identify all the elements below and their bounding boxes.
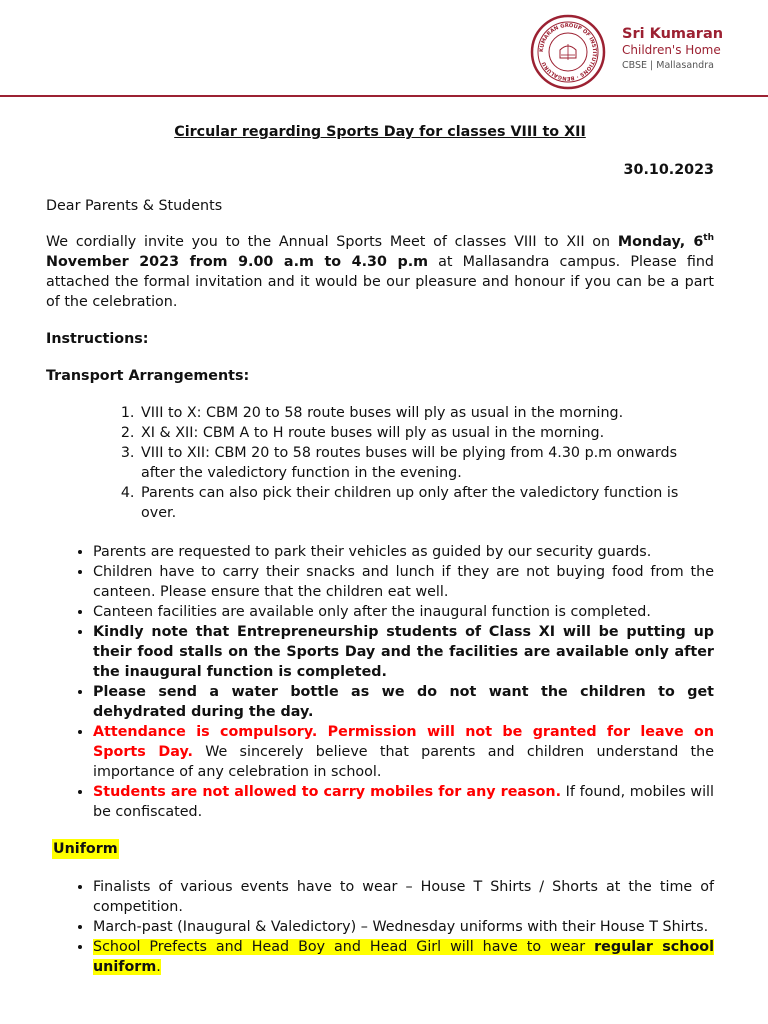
- bullet-food-stalls: • Kindly note that Entrepreneurship students of Class XI will be putting up their food stalls on the Sports Day and the facilities are available only after the inaugural function is completed.: [93, 622, 714, 682]
- intro-text-c: at Mallasandra campus. Please find attached the formal invitation and it would be our pleasure and honour if you can be a part of the celebration.: [46, 254, 714, 310]
- uniform-heading: Uniform: [53, 841, 118, 857]
- intro-paragraph: [46, 232, 714, 312]
- uniform-prefects-end: .: [156, 959, 161, 975]
- letterhead: [0, 0, 768, 96]
- bullet-mobiles: [93, 782, 714, 822]
- transport-list: [46, 403, 714, 523]
- mobiles-alert: Students are not allowed to carry mobiles for any reason.: [93, 784, 562, 800]
- salutation: Dear Parents & Students: [46, 198, 223, 214]
- bullet-parking: • Parents are requested to park their vehicles as guided by our security guards.: [93, 542, 714, 562]
- circular-body: [46, 122, 714, 977]
- brand-name: Sri Kumaran: [622, 26, 724, 42]
- uniform-bullets: [46, 877, 714, 977]
- bullet-water-bottle: • Please send a water bottle as we do not want the children to get dehydrated during the day.: [93, 682, 714, 722]
- school-seal-logo: [530, 14, 606, 90]
- header-divider: [0, 95, 768, 97]
- transport-item: 1. VIII to X: CBM 20 to 58 route buses will ply as usual in the morning.: [139, 403, 714, 423]
- transport-item: 4. Parents can also pick their children up only after the valedictory function is over.: [139, 483, 714, 523]
- ordinal-suffix: th: [703, 233, 714, 243]
- transport-item: 2. XI & XII: CBM A to H route buses will ply as usual in the morning.: [139, 423, 714, 443]
- instructions-heading: Instructions:: [46, 331, 149, 347]
- bullet-canteen: • Canteen facilities are available only after the inaugural function is completed.: [93, 602, 714, 622]
- bullet-attendance: [93, 722, 714, 782]
- event-date-time: November 2023 from 9.00 a.m to 4.30 p.m: [46, 254, 429, 270]
- mobiles-note: If found, mobiles will be confiscated.: [93, 784, 714, 820]
- uniform-finalists: • Finalists of various events have to wear – House T Shirts / Shorts at the time of competition.: [93, 877, 714, 917]
- uniform-prefects-text: School Prefects and Head Boy and Head Girl will have to wear: [93, 939, 595, 955]
- uniform-march-past: • March-past (Inaugural & Valedictory) – Wednesday uniforms with their House T Shirts.: [93, 917, 714, 937]
- transport-heading: Transport Arrangements:: [46, 368, 250, 384]
- attendance-note: We sincerely believe that parents and children understand the importance of any celebration in school.: [93, 744, 714, 780]
- brand-location: CBSE | Mallasandra: [622, 60, 714, 71]
- event-date-day: Monday, 6: [617, 234, 704, 250]
- seal-text: KUMARAN GROUP OF INSTITUTIONS · BENGALURU: [538, 22, 598, 82]
- uniform-prefects: [93, 937, 714, 977]
- instruction-bullets: [46, 542, 714, 822]
- transport-item: 3. VIII to XII: CBM 20 to 58 routes buses will be plying from 4.30 p.m onwards after the valedictory function in the evening.: [139, 443, 714, 483]
- brand-block: [622, 26, 723, 72]
- intro-text-a: We cordially invite you to the Annual Sports Meet of classes VIII to XII on: [46, 234, 618, 250]
- circular-date: 30.10.2023: [623, 162, 714, 178]
- circular-title: Circular regarding Sports Day for classes VIII to XII: [174, 124, 586, 140]
- brand-subtitle: Children's Home: [622, 43, 721, 57]
- regular-uniform-bold: regular school uniform: [93, 939, 714, 975]
- attendance-alert: Attendance is compulsory. Permission will not be granted for leave on Sports Day.: [93, 724, 714, 760]
- bullet-snacks: • Children have to carry their snacks and lunch if they are not buying food from the canteen. Please ensure that the children eat well.: [93, 562, 714, 602]
